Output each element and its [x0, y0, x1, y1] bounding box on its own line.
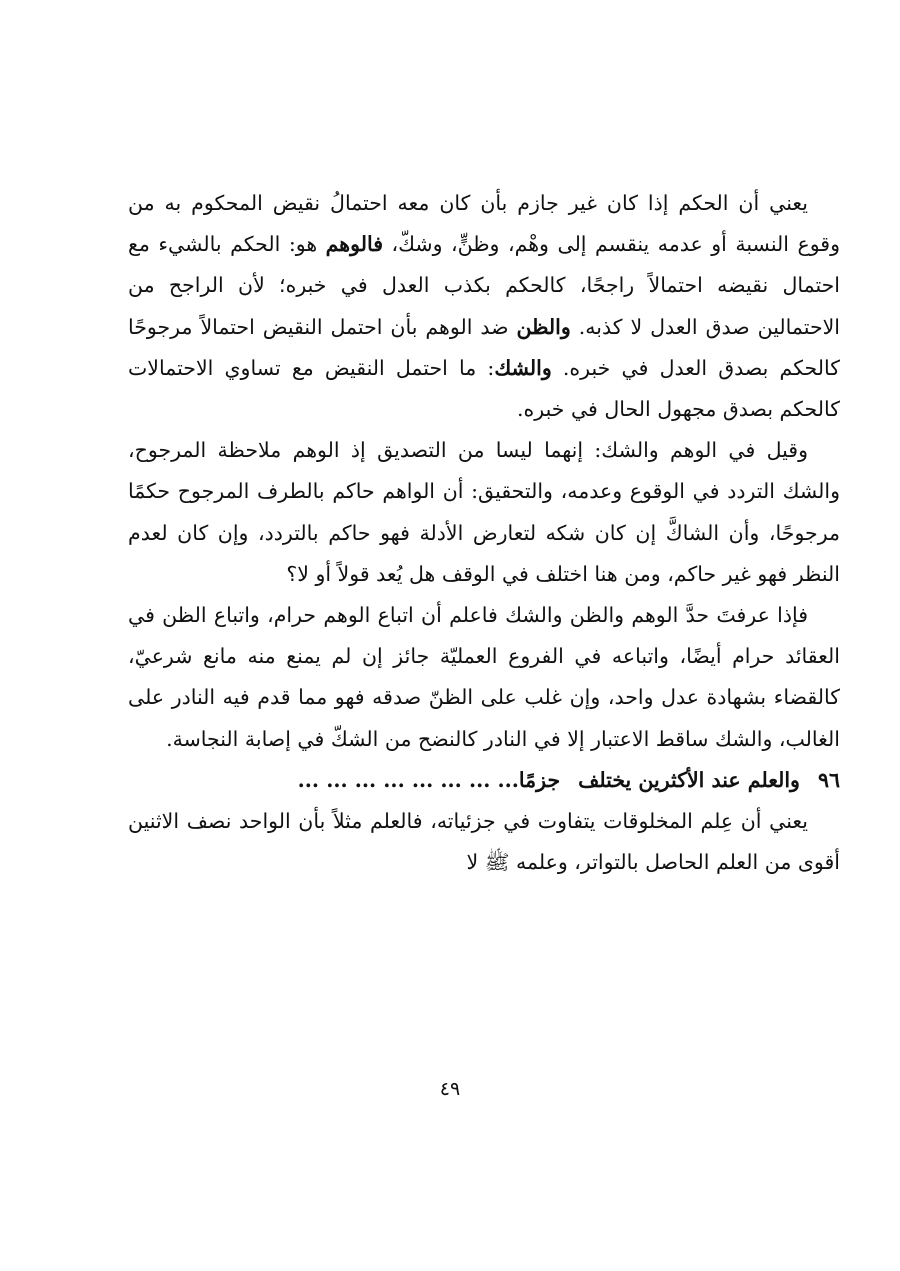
paragraph-text: يعني أن الحكم إذا كان غير جازم بأن كان معه احتمالُ نقيض المحكوم به من وقوع النسبة أو عدمه ينقسم إلى وهْم، وظنٍّ، وشكّ، — [128, 191, 840, 257]
closing-paragraph: يعني أن عِلم المخلوقات يتفاوت في جزئياته، فالعلم مثلاً بأن الواحد نصف الاثنين أقوى من العلم الحاصل بالتواتر، وعلمه ﷺ لا — [128, 809, 840, 875]
defined-term: والظن — [516, 314, 571, 339]
paragraph-text: ضد الوهم بأن احتمل النقيض احتمالاً مرجوحًا كالحكم بصدق العدل في خبره. — [128, 314, 841, 380]
verse-first-hemistich: والعلم عند الأكثرين يختلف — [578, 767, 800, 792]
defined-term: والشك — [494, 355, 552, 380]
paragraph-text: وقيل في الوهم والشك: إنهما ليسا من التصديق إذ الوهم ملاحظة المرجوح، والشك التردد في الوقوع وعدمه، والتحقيق: أن الواهم حاكم بالطرف المرجوح حكمًا مرجوحًا، وأن الشاكَّ إن كان شكه لتعارض الأدلة فهو حاكم بالتردد، وإن كان لعدم النظر فهو غير حاكم، ومن هنا اختلف في الوقف هل يُعد قولاً أو لا؟ — [128, 438, 840, 586]
verse-second-hemistich: جزمًا... ... ... ... ... ... ... ... — [297, 767, 561, 792]
verse-line — [128, 760, 840, 801]
commentary-paragraphs — [128, 183, 840, 760]
commentary-paragraph — [128, 430, 840, 595]
defined-term: فالوهم — [325, 232, 383, 257]
verse-number: ٩٦ — [817, 767, 840, 792]
main-text — [128, 183, 840, 883]
paragraph-text: هو: الحكم بالشيء مع احتمال نقيضه احتمالاً راجحًا، كالحكم بكذب العدل في خبره؛ لأن الراجح من الاحتمالين صدق العدل لا كذبه. — [128, 232, 840, 339]
page-number: ٤٩ — [439, 1078, 461, 1100]
paragraph-text: فإذا عرفتَ حدَّ الوهم والظن والشك فاعلم أن اتباع الوهم حرام، واتباع الظن في العقائد حرام أيضًا، واتباعه في الفروع العمليّة جائز إن لم يمنع منه مانع شرعيّ، كالقضاء بشهادة عدل واحد، وإن غلب على الظنّ صدقه فهو مما قدم فيه النادر على الغالب، والشك ساقط الاعتبار إلا في النادر كالنضح من الشكّ في إصابة النجاسة. — [128, 603, 840, 751]
commentary-paragraph — [128, 183, 840, 430]
paragraph-text: : ما احتمل النقيض مع تساوي الاحتمالات كالحكم بصدق مجهول الحال في خبره. — [128, 355, 840, 422]
commentary-paragraph — [128, 595, 840, 760]
